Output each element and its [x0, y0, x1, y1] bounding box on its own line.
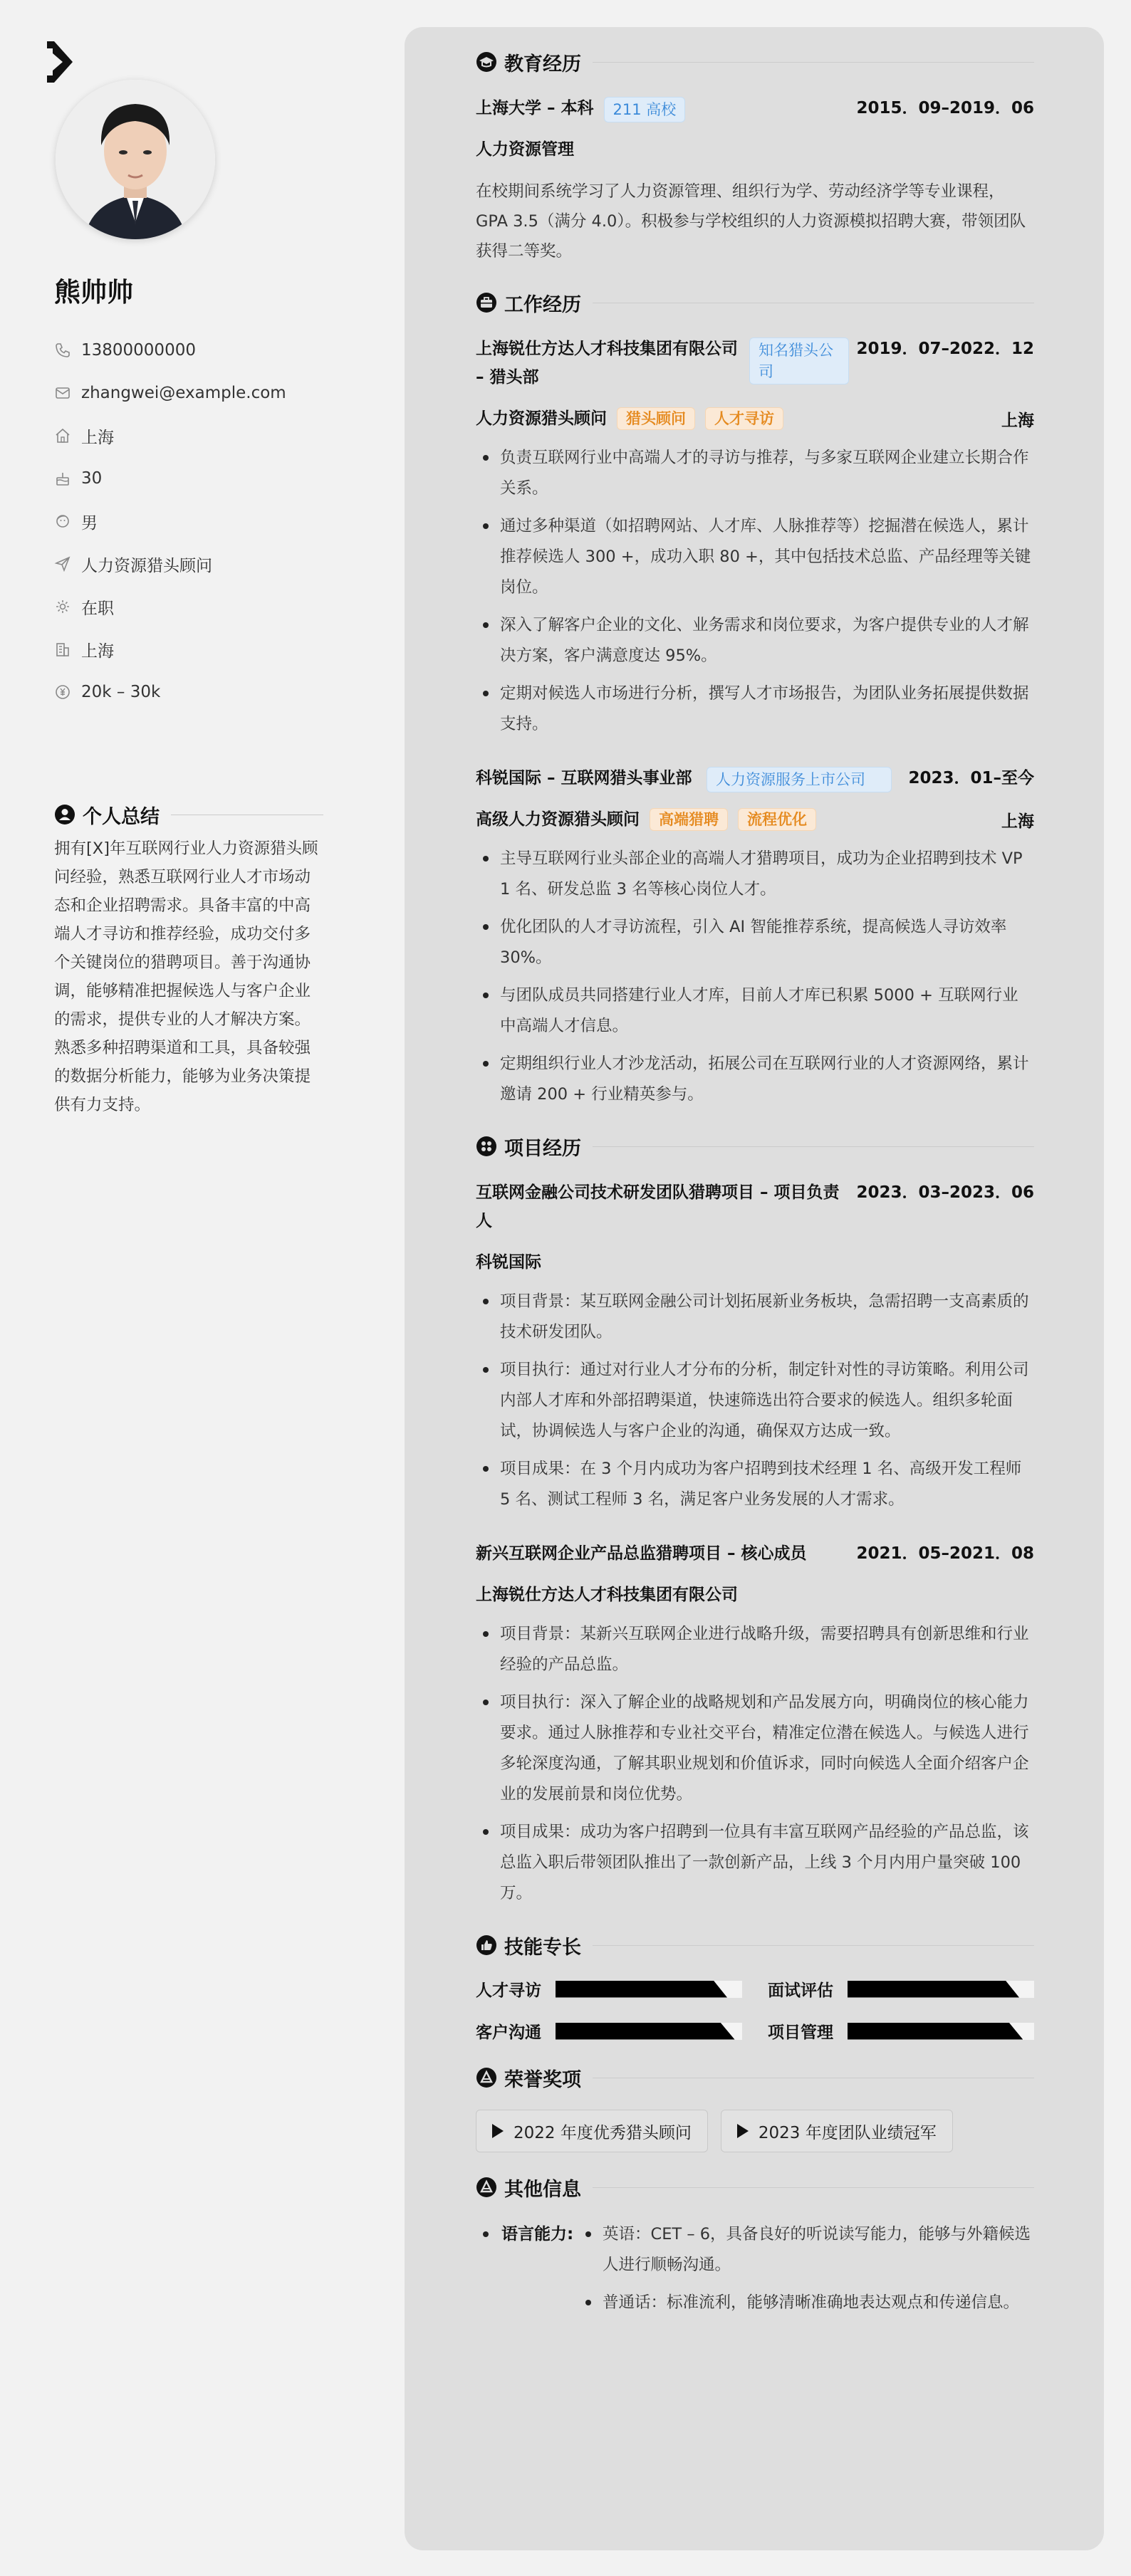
project-org: 上海锐仕方达人才科技集团有限公司 — [476, 1586, 738, 1604]
role-tag: 高端猎聘 — [650, 808, 728, 831]
job-bullet-list — [476, 443, 1034, 740]
work-entry — [476, 764, 1034, 1110]
award-label: 2023 年度团队业绩冠军 — [758, 2123, 937, 2142]
logo-icon — [47, 41, 73, 83]
list-item: 项目执行：深入了解企业的战略规划和产品发展方向，明确岗位的核心能力要求。通过人脉推荐和专业社交平台，精准定位潜在候选人。与候选人进行多轮深度沟通，了解其职业规划和价值诉求，同时向候选人全面介绍客户企业的发展前景和岗位优势。 — [476, 1687, 1034, 1810]
work-section-header — [476, 290, 1034, 315]
info-letter-icon — [476, 2177, 497, 2198]
graduation-cap-icon — [476, 51, 497, 73]
award-item — [476, 2110, 708, 2152]
work-date: 2023．01–至今 — [908, 769, 1034, 787]
education-title: 教育经历 — [504, 53, 581, 75]
list-item: 英语：CET – 6，具备良好的听说读写能力，能够与外籍候选人进行顺畅沟通。 — [578, 2219, 1034, 2281]
skill-level-fill — [556, 1981, 727, 1998]
divider — [593, 1146, 1034, 1147]
contact-info-list — [54, 329, 368, 713]
summary-text: 拥有[X]年互联网行业人力资源猎头顾问经验，熟悉互联网行业人才市场动态和企业招聘需求。具备丰富的中高端人才寻访和推荐经验，成功交付多个关键岗位的猎聘项目。善于沟通协调，能够精准把握候选人与客户企业的需求，提供专业的人才解决方案。熟悉多种招聘渠道和工具，具备较强的数据分析能力，能够为业务决策提供有力支持。 — [54, 839, 318, 1114]
thumbs-up-icon — [476, 1934, 497, 1956]
list-item: 项目成果：在 3 个月内成功为客户招聘到技术经理 1 名、高级开发工程师 5 名、测试工程师 3 名，满足客户业务发展的人才需求。 — [476, 1454, 1034, 1515]
awards-list — [476, 2110, 1034, 2152]
role-tag: 流程优化 — [738, 808, 816, 831]
grid-apps-icon — [476, 1136, 497, 1157]
skills-grid — [476, 1977, 1034, 2043]
projects-section-header — [476, 1134, 1034, 1158]
company-name: 上海锐仕方达人才科技集团有限公司 – 猎头部 — [476, 340, 738, 387]
skill-item — [476, 2019, 742, 2043]
skill-name: 人才寻访 — [476, 1981, 541, 2000]
school-name: 上海大学 – 本科 — [476, 99, 594, 117]
education-section-header — [476, 50, 1034, 74]
language-label: 语言能力: — [501, 2225, 574, 2243]
status-gear-icon — [54, 598, 71, 615]
info-city — [54, 414, 368, 457]
list-item: 定期对候选人市场进行分析，撰写人才市场报告，为团队业务拓展提供数据支持。 — [476, 679, 1034, 740]
info-gender — [54, 500, 368, 543]
info-text: 在职 — [81, 599, 114, 618]
company-name: 科锐国际 – 互联网猎头事业部 — [476, 769, 692, 787]
skill-name: 客户沟通 — [476, 2023, 541, 2042]
briefcase-icon — [476, 292, 497, 313]
user-icon — [54, 804, 75, 825]
awards-section-header — [476, 2065, 1034, 2090]
job-role: 人力资源猎头顾问 — [476, 409, 607, 428]
list-item: 优化团队的人才寻访流程，引入 AI 智能推荐系统，提高候选人寻访效率 30%。 — [476, 912, 1034, 973]
other-section-header — [476, 2175, 1034, 2199]
play-icon — [492, 2124, 504, 2138]
info-email — [54, 372, 368, 414]
project-org: 科锐国际 — [476, 1253, 541, 1272]
play-icon — [737, 2124, 749, 2138]
school-tag: 211 高校 — [604, 97, 686, 122]
list-item: 项目执行：通过对行业人才分布的分析，制定针对性的寻访策略。利用公司内部人才库和外部招聘渠道，快速筛选出符合要求的候选人。组织多轮面试，协调候选人与客户企业的沟通，确保双方达成一致。 — [476, 1355, 1034, 1447]
language-label-wrap — [476, 2219, 574, 2325]
salary-icon — [54, 684, 71, 701]
resume-content — [476, 50, 1034, 2325]
avatar — [56, 80, 215, 239]
company-tag: 知名猎头公司 — [749, 337, 849, 384]
project-date: 2021．05–2021．08 — [856, 1544, 1034, 1563]
project-name: 互联网金融公司技术研发团队猎聘项目 – 项目负责人 — [476, 1183, 840, 1230]
list-item: 负责互联网行业中高端人才的寻访与推荐，与多家互联网企业建立长期合作关系。 — [476, 443, 1034, 504]
bullet-dot — [483, 2231, 489, 2237]
skill-level-bar — [556, 1981, 742, 1998]
list-item: 普通话：标准流利，能够清晰准确地表达观点和传递信息。 — [578, 2288, 1034, 2318]
projects-title: 项目经历 — [504, 1137, 581, 1160]
work-title: 工作经历 — [504, 293, 581, 316]
info-text: 上海 — [81, 642, 114, 661]
skill-item — [768, 2019, 1034, 2043]
info-text: 男 — [81, 513, 98, 533]
skill-name: 项目管理 — [768, 2023, 833, 2042]
list-item: 项目背景：某互联网金融公司计划拓展新业务板块，急需招聘一支高素质的技术研发团队。 — [476, 1287, 1034, 1348]
list-item: 深入了解客户企业的文化、业务需求和岗位要求，为客户提供专业的人才解决方案，客户满意度达 95%。 — [476, 610, 1034, 671]
other-title: 其他信息 — [504, 2178, 581, 2201]
info-text: 20k – 30k — [81, 683, 161, 701]
building-icon — [54, 641, 71, 658]
info-text: 30 — [81, 469, 103, 488]
skill-item — [476, 1977, 742, 2001]
gender-icon — [54, 513, 71, 530]
list-item: 项目成果：成功为客户招聘到一位具有丰富互联网产品经验的产品总监，该总监入职后带领团队推出了一款创新产品，上线 3 个月内用户量突破 100 万。 — [476, 1817, 1034, 1909]
skills-title: 技能专长 — [504, 1936, 581, 1959]
education-description: 在校期间系统学习了人力资源管理、组织行为学、劳动经济学等专业课程，GPA 3.5（满分 4.0）。积极参与学校组织的人力资源模拟招聘大赛，带领团队获得二等奖。 — [476, 182, 1026, 261]
award-label: 2022 年度优秀猎头顾问 — [514, 2123, 692, 2142]
send-icon — [54, 555, 71, 572]
sidebar — [0, 0, 405, 2576]
education-entry — [476, 94, 1034, 266]
info-text: 13800000000 — [81, 341, 196, 360]
info-position — [54, 543, 368, 585]
info-text: zhangwei@example.com — [81, 384, 286, 402]
list-item: 定期组织行业人才沙龙活动，拓展公司在互联网行业的人才资源网络，累计邀请 200 + 行业精英参与。 — [476, 1049, 1034, 1110]
divider — [593, 62, 1034, 63]
skill-name: 面试评估 — [768, 1981, 833, 2000]
education-date: 2015．09–2019．06 — [856, 99, 1034, 117]
awards-title: 荣誉奖项 — [504, 2068, 581, 2091]
list-item: 项目背景：某新兴互联网企业进行战略升级，需要招聘具有创新思维和行业经验的产品总监。 — [476, 1619, 1034, 1680]
project-bullet-list — [476, 1619, 1034, 1909]
list-item: 主导互联网行业头部企业的高端人才猎聘项目，成功为企业招聘到技术 VP 1 名、研发总监 3 名等核心岗位人才。 — [476, 844, 1034, 905]
summary-section-header — [54, 802, 323, 827]
skill-level-bar — [556, 2023, 742, 2040]
skill-level-fill — [848, 1981, 1019, 1998]
home-icon — [54, 427, 71, 444]
work-entry — [476, 335, 1034, 740]
list-item: 通过多种渠道（如招聘网站、人才库、人脉推荐等）挖掘潜在候选人，累计推荐候选人 300 +，成功入职 80 +，其中包括技术总监、产品经理等关键岗位。 — [476, 511, 1034, 603]
skills-section-header — [476, 1933, 1034, 1957]
project-entry — [476, 1539, 1034, 1909]
project-bullet-list — [476, 1287, 1034, 1515]
skill-item — [768, 1977, 1034, 2001]
award-medal-icon — [476, 2067, 497, 2088]
other-info — [476, 2219, 1034, 2325]
major: 人力资源管理 — [476, 140, 574, 159]
info-status — [54, 585, 368, 628]
skill-level-bar — [848, 2023, 1034, 2040]
award-item — [721, 2110, 953, 2152]
age-icon — [54, 470, 71, 487]
skill-level-fill — [848, 2023, 1023, 2040]
divider — [593, 2187, 1034, 2188]
info-age — [54, 457, 368, 500]
divider — [593, 1945, 1034, 1946]
role-tag: 人才寻访 — [705, 407, 783, 430]
job-role: 高级人力资源猎头顾问 — [476, 810, 640, 829]
job-bullet-list — [476, 844, 1034, 1110]
job-location: 上海 — [1001, 411, 1034, 430]
project-entry — [476, 1178, 1034, 1515]
info-text: 人力资源猎头顾问 — [81, 556, 212, 575]
info-text: 上海 — [81, 428, 114, 447]
job-location: 上海 — [1001, 812, 1034, 831]
profile-name: 熊帅帅 — [54, 277, 133, 308]
project-date: 2023．03–2023．06 — [856, 1183, 1034, 1202]
info-salary — [54, 671, 368, 713]
role-tag: 猎头顾问 — [617, 407, 695, 430]
info-location — [54, 628, 368, 671]
mail-icon — [54, 384, 71, 402]
info-phone — [54, 329, 368, 372]
phone-icon — [54, 342, 71, 359]
company-tag: 人力资源服务上市公司 — [707, 767, 892, 792]
project-name: 新兴互联网企业产品总监猎聘项目 – 核心成员 — [476, 1544, 807, 1563]
skill-level-fill — [556, 2023, 735, 2040]
skill-level-bar — [848, 1981, 1034, 1998]
summary-title: 个人总结 — [83, 805, 160, 828]
language-list — [554, 2219, 1034, 2325]
resume-main-card — [405, 27, 1104, 2550]
list-item: 与团队成员共同搭建行业人才库，目前人才库已积累 5000 + 互联网行业中高端人才信息。 — [476, 980, 1034, 1042]
work-date: 2019．07–2022．12 — [856, 340, 1034, 358]
